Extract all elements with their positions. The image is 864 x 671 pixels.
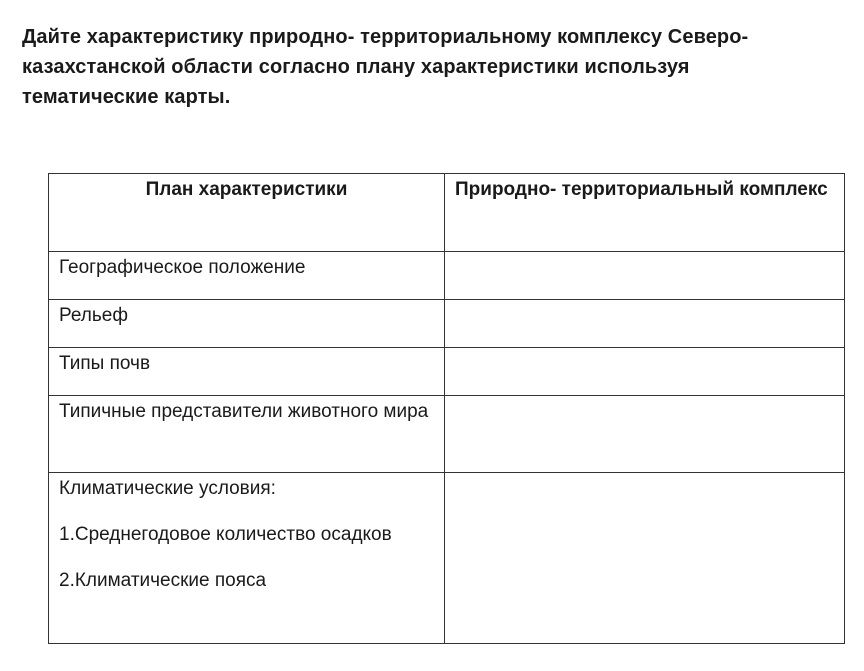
row-item-relief: Рельеф	[49, 300, 445, 348]
table-row	[49, 396, 845, 473]
table-row	[49, 252, 845, 300]
row-value-cell[interactable]	[445, 300, 845, 348]
row-item-soil-types: Типы почв	[49, 348, 445, 396]
task-text	[22, 22, 842, 112]
row-value-cell[interactable]	[445, 473, 845, 644]
row-value-cell[interactable]	[445, 348, 845, 396]
header-complex: Природно- территориальный комплекс	[445, 174, 845, 252]
row-value-cell[interactable]	[445, 396, 845, 473]
climate-zones: 2.Климатические пояса	[59, 570, 267, 591]
row-value-cell[interactable]	[445, 252, 845, 300]
table-row	[49, 300, 845, 348]
climate-precipitation: 1.Среднегодовое количество осадков	[59, 524, 392, 545]
task-line-3: тематические карты.	[22, 86, 231, 108]
task-line-1: Дайте характеристику природно- территориальному комплексу Северо-	[22, 26, 749, 48]
table-header-row	[49, 174, 845, 252]
row-item-geographic-position: Географическое положение	[49, 252, 445, 300]
row-item-climate	[49, 473, 445, 644]
climate-title: Климатические условия:	[59, 478, 276, 499]
header-plan: План характеристики	[49, 174, 445, 252]
task-line-2: казахстанской области согласно плану характеристики используя	[22, 56, 690, 78]
row-item-fauna: Типичные представители животного мира	[49, 396, 445, 473]
table-row	[49, 348, 845, 396]
characteristic-table	[48, 173, 845, 644]
table-row	[49, 473, 845, 644]
